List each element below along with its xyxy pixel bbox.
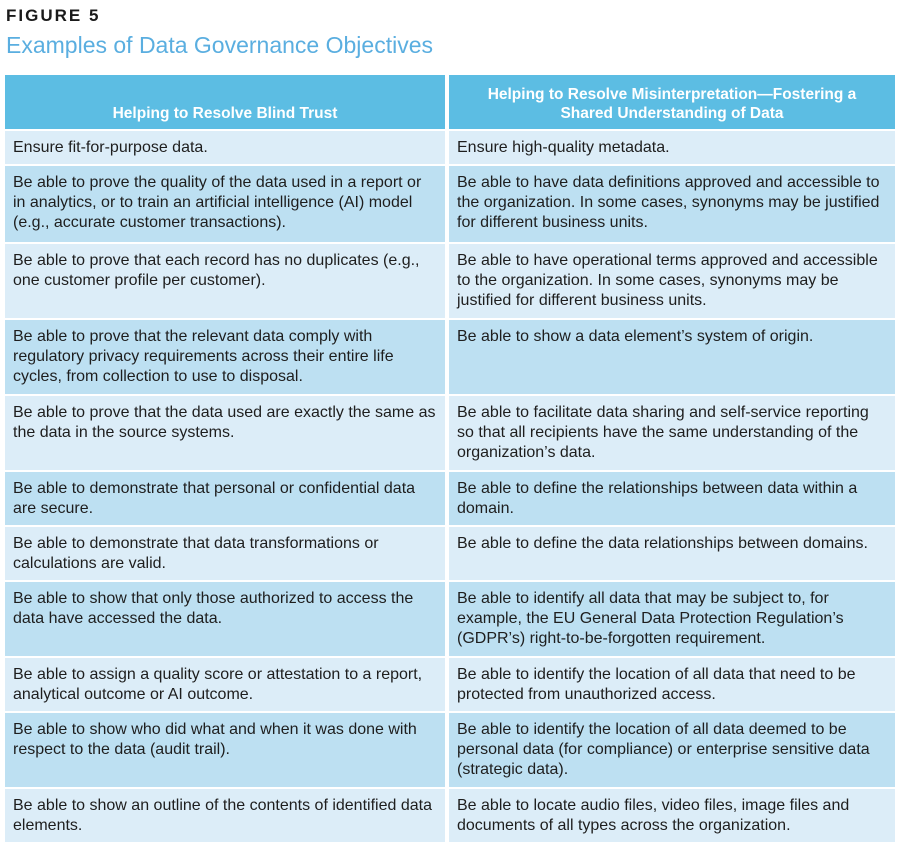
blind-trust-cell: Be able to demonstrate that personal or confidential data are secure.	[5, 472, 445, 525]
table-row	[5, 244, 895, 318]
table-row	[5, 713, 895, 787]
blind-trust-cell: Be able to prove that the data used are exactly the same as the data in the source systems.	[5, 396, 445, 470]
misinterpretation-cell: Be able to identify the location of all data that need to be protected from unauthorized access.	[449, 658, 895, 711]
blind-trust-cell: Be able to demonstrate that data transformations or calculations are valid.	[5, 527, 445, 580]
misinterpretation-cell: Be able to identify all data that may be subject to, for example, the EU General Data Protection Regulation’s (GDPR’s) right-to-be-forgotten requirement.	[449, 582, 895, 656]
table-row	[5, 166, 895, 242]
blind-trust-cell: Be able to show that only those authorized to access the data have accessed the data.	[5, 582, 445, 656]
table-row	[5, 658, 895, 711]
table-header-row	[5, 75, 895, 129]
misinterpretation-cell: Be able to show a data element’s system of origin.	[449, 320, 895, 394]
table-row	[5, 527, 895, 580]
blind-trust-cell: Be able to show an outline of the contents of identified data elements.	[5, 789, 445, 842]
blind-trust-cell: Ensure fit-for-purpose data.	[5, 131, 445, 164]
figure-title: Examples of Data Governance Objectives	[6, 32, 433, 58]
table-row	[5, 131, 895, 164]
figure-label: FIGURE 5	[6, 6, 101, 25]
blind-trust-cell: Be able to assign a quality score or attestation to a report, analytical outcome or AI outcome.	[5, 658, 445, 711]
misinterpretation-cell: Be able to have operational terms approved and accessible to the organization. In some cases, synonyms may be justified for different business units.	[449, 244, 895, 318]
misinterpretation-cell: Be able to define the relationships between data within a domain.	[449, 472, 895, 525]
table-row	[5, 320, 895, 394]
table-row	[5, 789, 895, 842]
table-row	[5, 396, 895, 470]
blind-trust-cell: Be able to prove that the relevant data comply with regulatory privacy requirements across their entire life cycles, from collection to use to disposal.	[5, 320, 445, 394]
misinterpretation-cell: Be able to have data definitions approved and accessible to the organization. In some cases, synonyms may be justified for different business units.	[449, 166, 895, 242]
header-blind-trust: Helping to Resolve Blind Trust	[5, 75, 445, 129]
misinterpretation-cell: Be able to facilitate data sharing and self-service reporting so that all recipients have the same understanding of the organization’s data.	[449, 396, 895, 470]
objectives-table	[1, 73, 899, 844]
blind-trust-cell: Be able to prove the quality of the data used in a report or in analytics, or to train an artificial intelligence (AI) model (e.g., accurate customer transactions).	[5, 166, 445, 242]
misinterpretation-cell: Be able to identify the location of all data deemed to be personal data (for compliance) or enterprise sensitive data (strategic data).	[449, 713, 895, 787]
misinterpretation-cell: Ensure high-quality metadata.	[449, 131, 895, 164]
blind-trust-cell: Be able to show who did what and when it was done with respect to the data (audit trail).	[5, 713, 445, 787]
misinterpretation-cell: Be able to define the data relationships between domains.	[449, 527, 895, 580]
header-misinterpretation: Helping to Resolve Misinterpretation—Fostering a Shared Understanding of Data	[449, 75, 895, 129]
blind-trust-cell: Be able to prove that each record has no duplicates (e.g., one customer profile per customer).	[5, 244, 445, 318]
table-row	[5, 472, 895, 525]
misinterpretation-cell: Be able to locate audio files, video files, image files and documents of all types across the organization.	[449, 789, 895, 842]
table-row	[5, 582, 895, 656]
